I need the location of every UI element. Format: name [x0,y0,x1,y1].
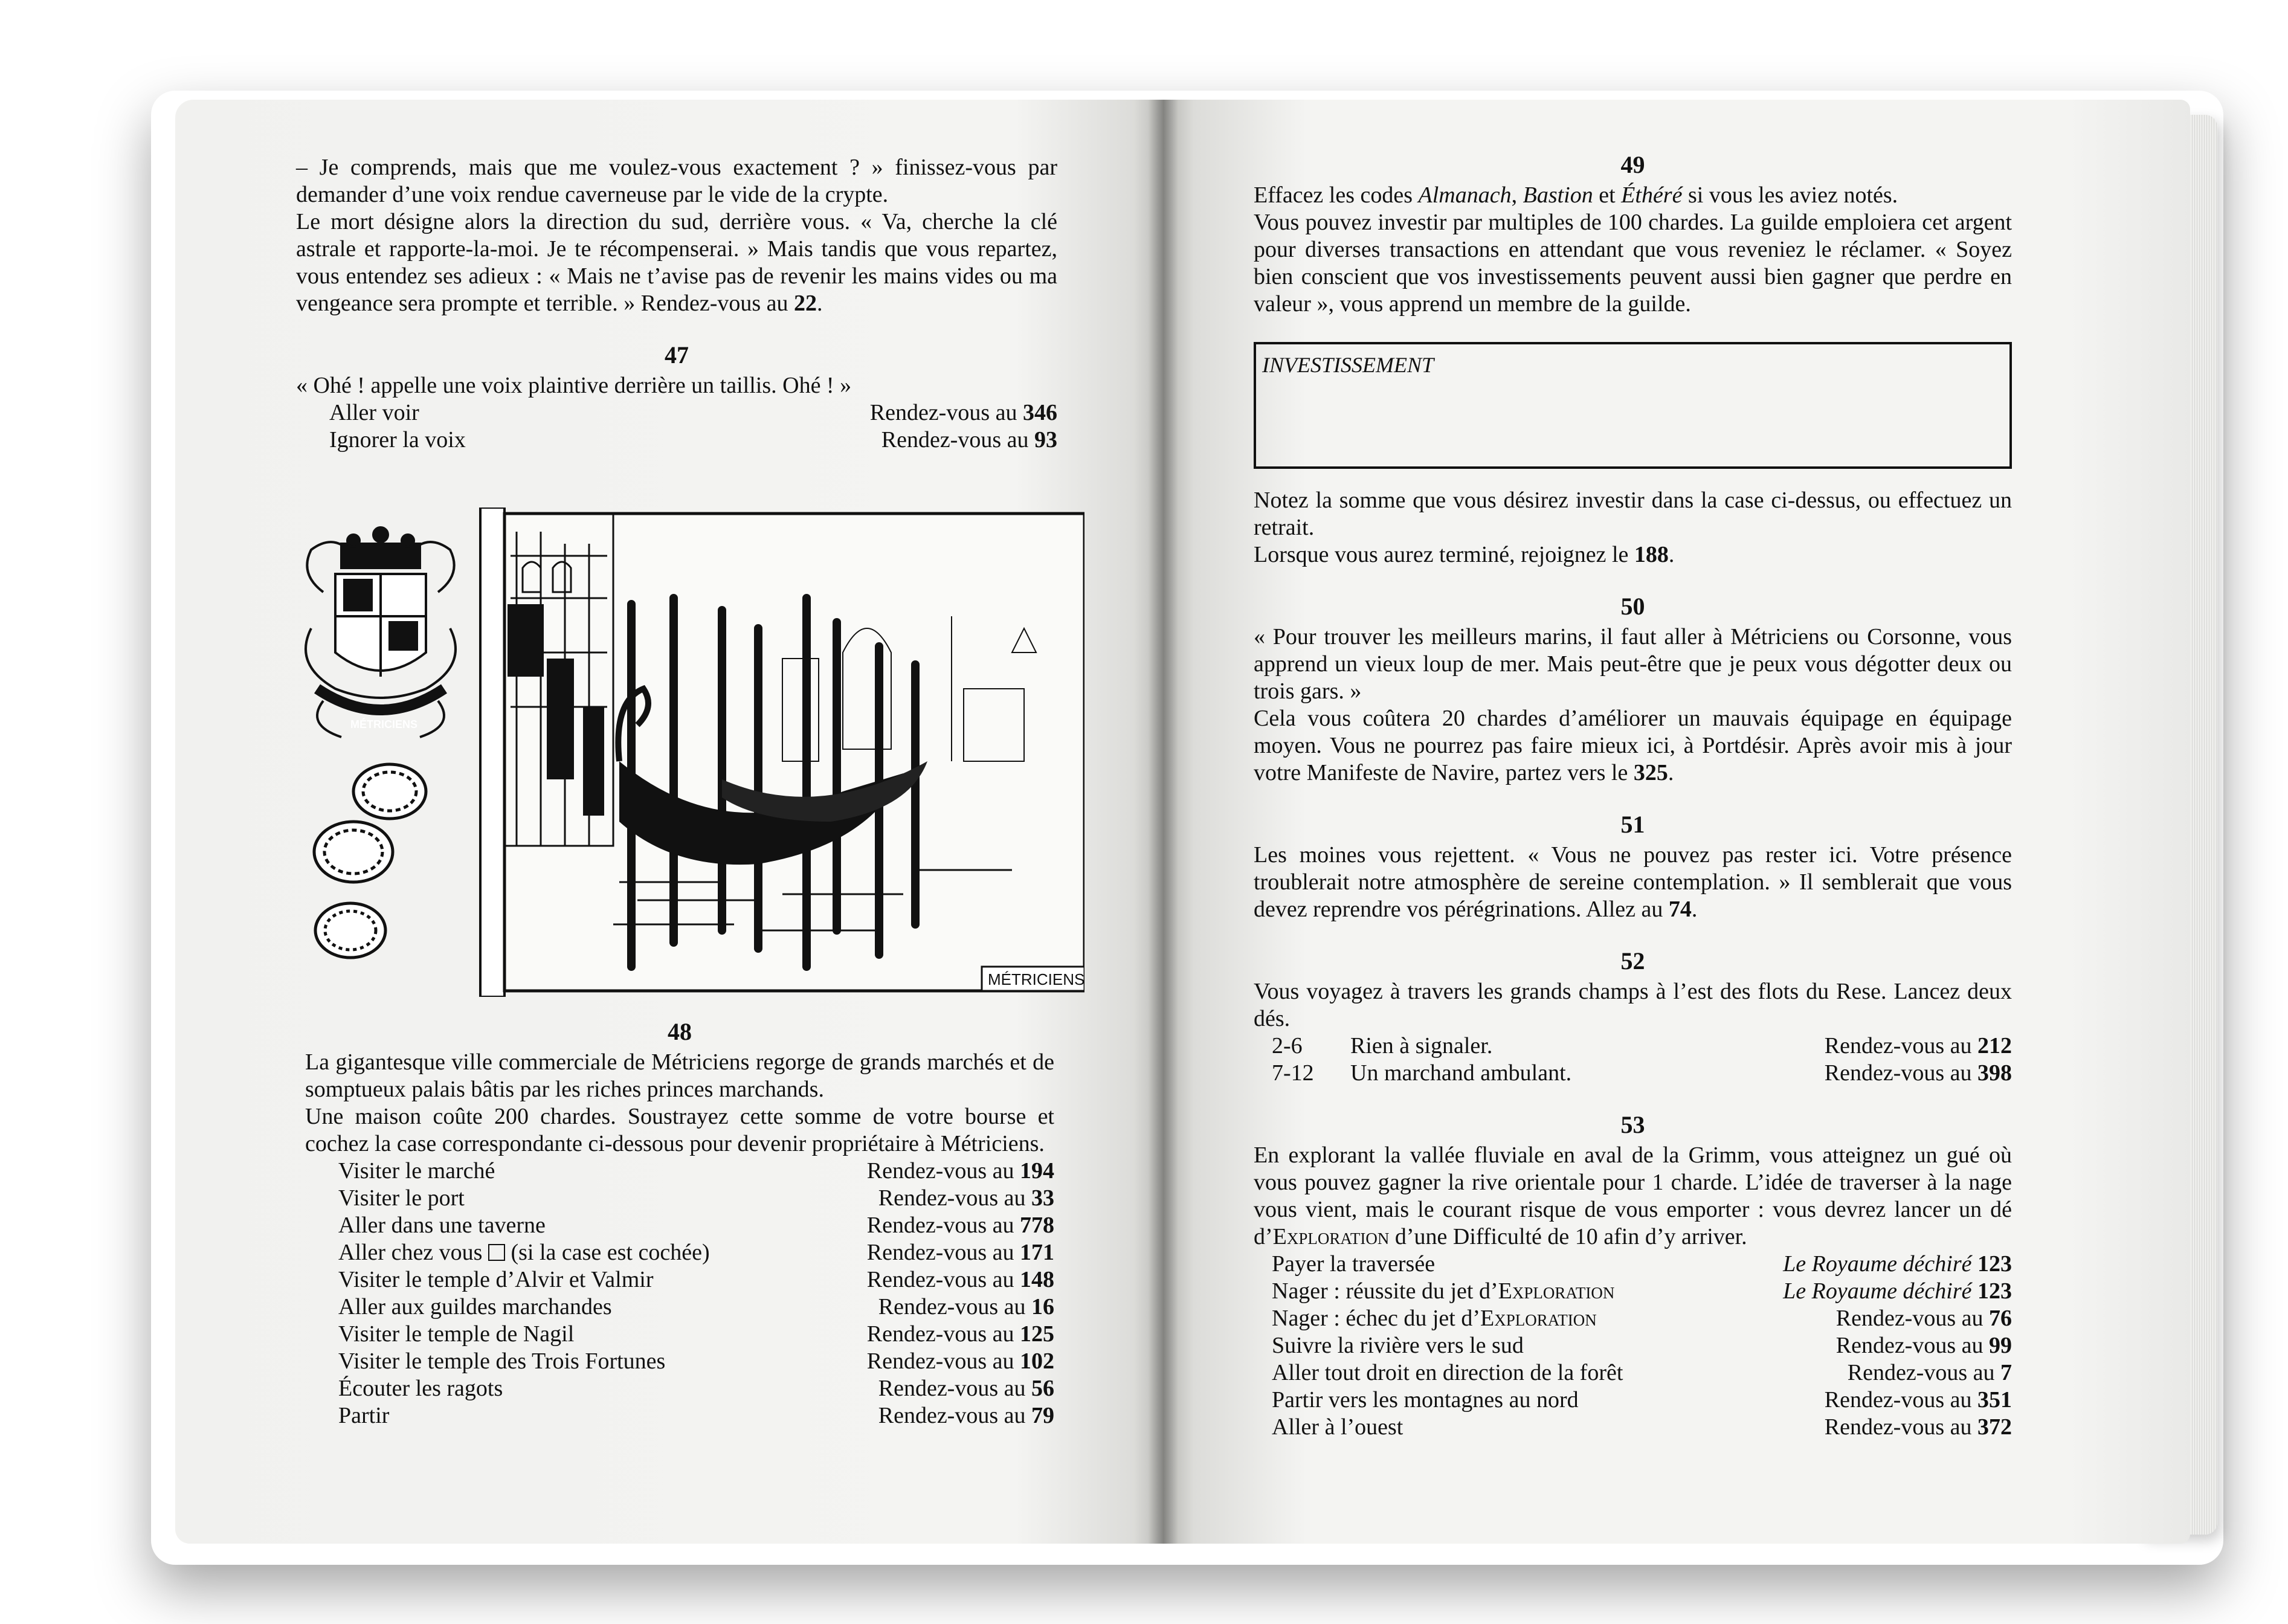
choice-row[interactable] [305,1321,1054,1348]
roll-label: Rien à signaler. [1350,1033,1493,1058]
choice-goto[interactable]: Rendez-vous au 194 [866,1158,1054,1184]
choice-label: Visiter le port [338,1185,465,1211]
choice-goto[interactable]: Rendez-vous au 372 [1824,1414,2012,1440]
section-number-49: 49 [1620,151,1645,178]
choice-row[interactable] [1254,1305,2012,1332]
choice-row[interactable] [296,399,1057,427]
venice-scene [480,507,1084,997]
choice-goto[interactable]: Rendez-vous au 351 [1824,1387,2012,1413]
section-49-end: Lorsque vous aurez terminé, rejoignez le 188. [1254,542,1675,567]
choice-label: Aller dans une taverne [338,1213,546,1238]
choice-goto[interactable]: Le Royaume déchiré 123 [1783,1278,2012,1304]
choice-goto[interactable]: Rendez-vous au 778 [866,1213,1054,1238]
choice-goto[interactable]: Rendez-vous au 398 [1824,1060,2012,1086]
choice-label: Partir [338,1403,390,1428]
section-number-53: 53 [1620,1111,1645,1138]
choice-row[interactable] [1254,1414,2012,1441]
choice-label: Aller voir [329,400,419,425]
choice-label: Visiter le temple des Trois Fortunes [338,1348,666,1374]
section-50-text: « Pour trouver les meilleurs marins, il faut aller à Métriciens ou Corsonne, vous apprend un vieux loup de mer. Mais peut-être que je peux vous dégotter deux ou trois gars. » [1254,624,2012,704]
section-number-52: 52 [1620,947,1645,975]
choice-goto[interactable]: Rendez-vous au 99 [1835,1333,2012,1358]
choice-row[interactable] [1254,1332,2012,1359]
choice-goto[interactable]: Rendez-vous au 56 [878,1376,1054,1401]
coins [314,764,426,958]
choice-goto[interactable]: Rendez-vous au 16 [878,1294,1054,1320]
section-48-paragraph: La gigantesque ville commerciale de Métriciens regorge de grands marchés et de somptueux palais bâtis par les riches princes marchands. [305,1049,1054,1102]
choice-goto[interactable]: Rendez-vous au 7 [1847,1360,2012,1385]
choice-label: Aller tout droit en direction de la forêt [1272,1360,1623,1385]
choice-label: Visiter le temple d’Alvir et Valmir [338,1267,654,1292]
choice-label: Visiter le temple de Nagil [338,1321,575,1347]
section-48 [305,1018,1054,1429]
section-49-after-box: Notez la somme que vous désirez investir dans la case ci-dessus, ou effectuez un retrait. [1254,488,2012,540]
choice-goto[interactable]: Rendez-vous au 148 [866,1267,1054,1292]
code-almanach: Almanach [1418,182,1512,208]
section-number-47: 47 [665,341,689,369]
choice-goto[interactable]: Rendez-vous au 125 [866,1321,1054,1347]
dice-roll-row[interactable] [1254,1033,2012,1060]
intro-line-2: Le mort désigne alors la direction du sud, derrière vous. « Va, cherche la clé astrale et rapporte-la-moi. Je te récompenserai. » Mais tandis que vous repartez, vous entendez ses adieux : « Mais ne t’avise pas de revenir les mains vides ou ma vengeance sera prompte et terrible. » Rendez-vous au 22. [296,209,1057,316]
choice-row[interactable] [305,1185,1054,1212]
choice-row[interactable] [296,427,1057,454]
choice-label: Nager : réussite du jet d’Exploration [1272,1278,1615,1304]
dice-range: 7-12 [1272,1060,1314,1086]
intro-line-1: – Je comprends, mais que me voulez-vous exactement ? » finissez-vous par demander d’une voix rendue caverneuse par le vide de la crypte. [296,155,1057,207]
section-number-51: 51 [1620,811,1645,838]
choice-row[interactable] [305,1212,1054,1239]
choice-row[interactable] [1254,1278,2012,1305]
left-column [296,154,1057,454]
section-number-48: 48 [668,1018,692,1045]
choice-goto[interactable]: Rendez-vous au 33 [878,1185,1054,1211]
choice-label: Aller aux guildes marchandes [338,1294,612,1320]
intro-ref: 22 [794,291,817,316]
choice-goto[interactable]: Rendez-vous au 346 [869,400,1057,425]
emblem-label: MÉTRICIENS [350,718,418,730]
illustration-caption: MÉTRICIENS [988,970,1084,988]
choice-goto[interactable]: Rendez-vous au 212 [1824,1033,2012,1058]
section-number-50: 50 [1620,593,1645,620]
choice-row[interactable] [1254,1251,2012,1278]
choice-row[interactable] [1254,1387,2012,1414]
investment-box[interactable] [1254,342,2012,469]
section-50-text: Cela vous coûtera 20 chardes d’améliorer un mauvais équipage en équipage moyen. Vous ne pourrez pas faire mieux ici, à Portdésir. Après avoir mis à jour votre Manifeste de Navire, partez vers le 325. [1254,706,2012,785]
choice-label: Payer la traversée [1272,1251,1436,1277]
coat-of-arms-emblem [306,527,456,737]
choice-row[interactable] [305,1375,1054,1402]
section-47-text: « Ohé ! appelle une voix plaintive derrière un taillis. Ohé ! » [296,373,852,398]
right-column [1254,151,2012,1441]
choice-row[interactable] [305,1158,1054,1185]
dice-range: 2-6 [1272,1033,1303,1058]
choice-goto[interactable]: Le Royaume déchiré 123 [1783,1251,2012,1277]
choice-label: Ignorer la voix [329,427,466,453]
choice-label: Visiter le marché [338,1158,495,1184]
choice-goto[interactable]: Rendez-vous au 171 [866,1240,1054,1265]
choice-row[interactable] [305,1402,1054,1429]
choice-row[interactable] [305,1294,1054,1321]
choice-goto[interactable]: Rendez-vous au 102 [866,1348,1054,1374]
section-49-erase-codes: Effacez les codes Almanach, Bastion et Éthéré si vous les aviez notés. [1254,182,1898,208]
choice-label: Écouter les ragots [338,1376,503,1401]
code-bastion: Bastion [1523,182,1593,208]
dice-roll-row[interactable] [1254,1060,2012,1087]
choice-goto[interactable]: Rendez-vous au 76 [1835,1306,2012,1331]
investment-box-label: INVESTISSEMENT [1262,353,1434,377]
section-52-text: Vous voyagez à travers les grands champs à l’est des flots du Rese. Lancez deux dés. [1254,979,2012,1031]
book-gutter [1148,100,1178,1544]
choice-row[interactable] [305,1239,1054,1266]
section-48-paragraph: Une maison coûte 200 chardes. Soustrayez cette somme de votre bourse et cochez la case correspondante ci-dessous pour devenir propriétaire à Métriciens. [305,1104,1054,1156]
choice-label: Partir vers les montagnes au nord [1272,1387,1579,1413]
choice-goto[interactable]: Rendez-vous au 93 [881,427,1057,453]
house-checkbox[interactable] [488,1244,505,1261]
roll-label: Un marchand ambulant. [1350,1060,1572,1086]
metriciens-illustration [299,507,1084,997]
choice-row[interactable] [305,1348,1054,1375]
choice-label: Aller chez vous (si la case est cochée) [338,1240,710,1265]
choice-row[interactable] [305,1266,1054,1294]
choice-label: Suivre la rivière vers le sud [1272,1333,1524,1358]
code-ethere: Éthéré [1621,182,1683,208]
section-51-text: Les moines vous rejettent. « Vous ne pouvez pas rester ici. Votre présence troublerait notre atmosphère de sereine contemplation. » Il semblerait que vous devez reprendre vos pérégrinations. Allez au 74. [1254,842,2012,922]
choice-label: Aller à l’ouest [1272,1414,1403,1440]
section-49-text: Vous pouvez investir par multiples de 100 chardes. La guilde emploiera cet argent pour diverses transactions en attendant que vous reveniez le réclamer. « Soyez bien conscient que vos investissements peuvent aussi bien gagner que perdre en valeur », vous apprend un membre de la guilde. [1254,210,2012,317]
section-53-text: En explorant la vallée fluviale en aval de la Grimm, vous atteignez un gué où vous pouvez gagner la rive orientale pour 1 charde. L’idée de traverser à la nage vous vient, mais le courant risque de vous emporter : vous devrez lancer un dé d’Exploration d’une Difficulté de 10 afin d’y arriver. [1254,1142,2012,1249]
choice-row[interactable] [1254,1359,2012,1387]
choice-label: Nager : échec du jet d’Exploration [1272,1306,1597,1331]
choice-goto[interactable]: Rendez-vous au 79 [878,1403,1054,1428]
